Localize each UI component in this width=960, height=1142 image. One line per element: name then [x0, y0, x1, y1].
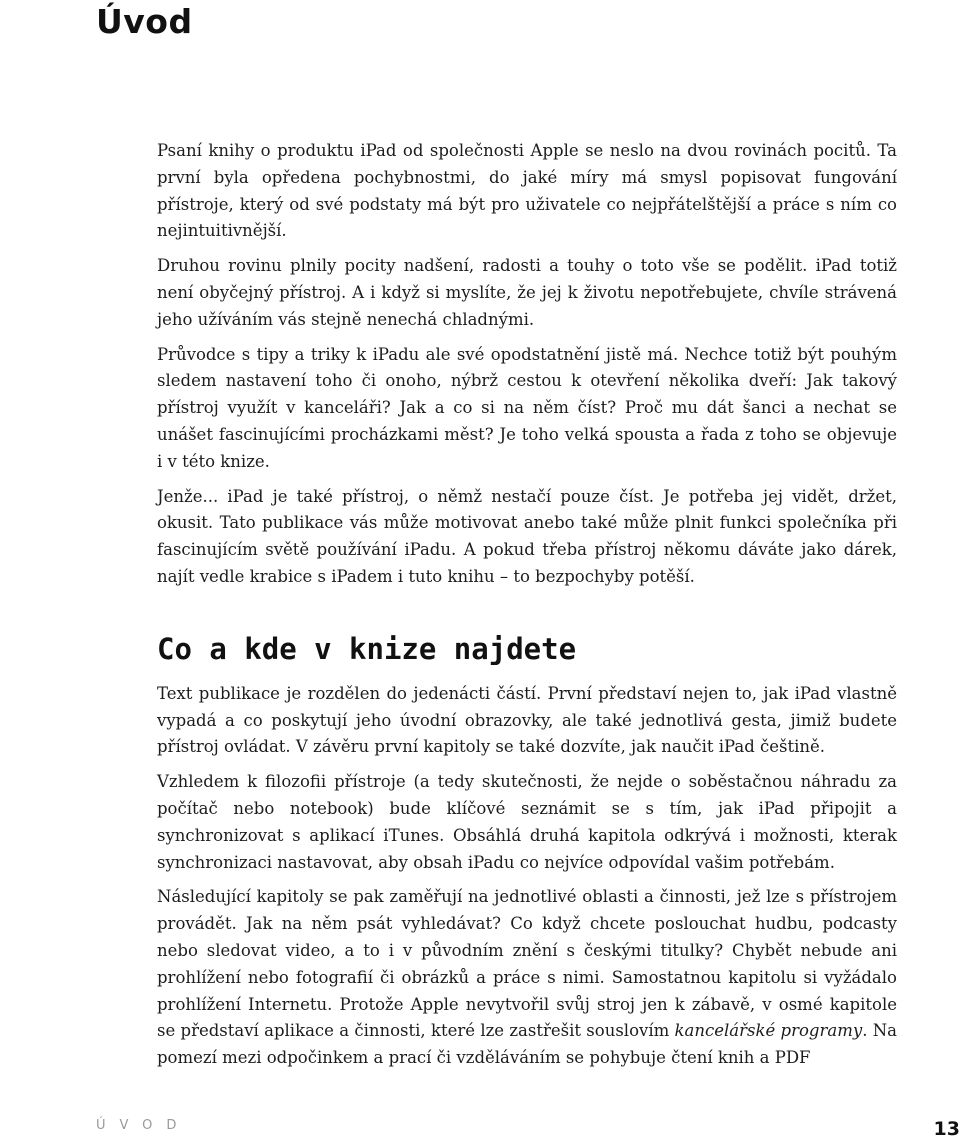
emphasized-term: kancelářské programy [674, 1021, 863, 1041]
intro-paragraph-3: Průvodce s tipy a triky k iPadu ale své opodstatnění jistě má. Nechce totiž být pouhým sledem nastavení toho či onoho, nýbrž cestou k otevření několika dveří: Jak takový přístroj využít v kanceláři? Jak a co si na něm číst? Proč mu dát šanci a nechat se unášet fascinujícími procházkami měst? Je toho velká spousta a řada z toho se objevuje i v této knize. [157, 344, 897, 471]
section-paragraph-3 [157, 884, 897, 1072]
chapter-title: Úvod [96, 2, 193, 41]
running-head: ÚVOD [96, 1118, 191, 1133]
intro-paragraph-1: Psaní knihy o produktu iPad od společnosti Apple se neslo na dvou rovinách pocitů. Ta první byla opředena pochybnostmi, do jaké míry má smysl popisovat fungování přístroje, který od své podstaty má být pro uživatele co nejpřátelštější a práce s ním co nejintuitivnější. [157, 141, 897, 241]
section-paragraph-3-start: Následující kapitoly se pak zaměřují na jednotlivé oblasti a činnosti, jež lze s přístrojem provádět. Jak na něm psát vyhledávat? Co když chcete poslouchat hudbu, podcasty nebo sledovat video, a to i v původním znění s českými titulky? Chybět nebude ani prohlížení nebo fotografií či obrázků a práce s nimi. Samostatnou kapitolu si vyžádalo prohlížení Internetu. Protože Apple nevytvořil svůj stroj jen k zábavě, v osmé kapitole se představí aplikace a činnosti, které lze zastřešit souslovím [157, 887, 897, 1041]
page-content [157, 138, 897, 1080]
section-title: Co a kde v knize najdete [157, 631, 577, 666]
page-number: 13 [933, 1118, 960, 1140]
intro-paragraph-2: Druhou rovinu plnily pocity nadšení, radosti a touhy o toto vše se podělit. iPad totiž není obyčejný přístroj. A i když si myslíte, že jej k životu nepotřebujete, chvíle strávená jeho užíváním vás stejně nenechá chladnými. [157, 256, 897, 329]
intro-paragraph-4: Jenže... iPad je také přístroj, o němž nestačí pouze číst. Je potřeba jej vidět, držet, okusit. Tato publikace vás může motivovat anebo také může plnit funkci společníka při fascinujícím světě používání iPadu. A pokud třeba přístroj někomu dáváte jako dárek, najít vedle krabice s iPadem i tuto knihu – to bezpochyby potěší. [157, 486, 897, 586]
section-paragraph-2: Vzhledem k filozofii přístroje (a tedy skutečnosti, že nejde o soběstačnou náhradu za počítač nebo notebook) bude klíčové seznámit se s tím, jak iPad připojit a synchronizovat s aplikací iTunes. Obsáhlá druhá kapitola odkrývá i možnosti, kterak synchronizaci nastavovat, aby obsah iPadu co nejvíce odpovídal vašim potřebám. [157, 772, 897, 872]
section-paragraph-3-end: . Na pomezí mezi odpočinkem a prací či vzděláváním se pohybuje čtení knih a PDF [157, 1021, 898, 1068]
section-paragraph-1: Text publikace je rozdělen do jedenácti částí. První představí nejen to, jak iPad vlastně vypadá a co poskytují jeho úvodní obrazovky, ale také jednotlivá gesta, jimiž budete přístroj ovládat. V závěru první kapitoly se také dozvíte, jak naučit iPad češtině. [157, 683, 897, 757]
